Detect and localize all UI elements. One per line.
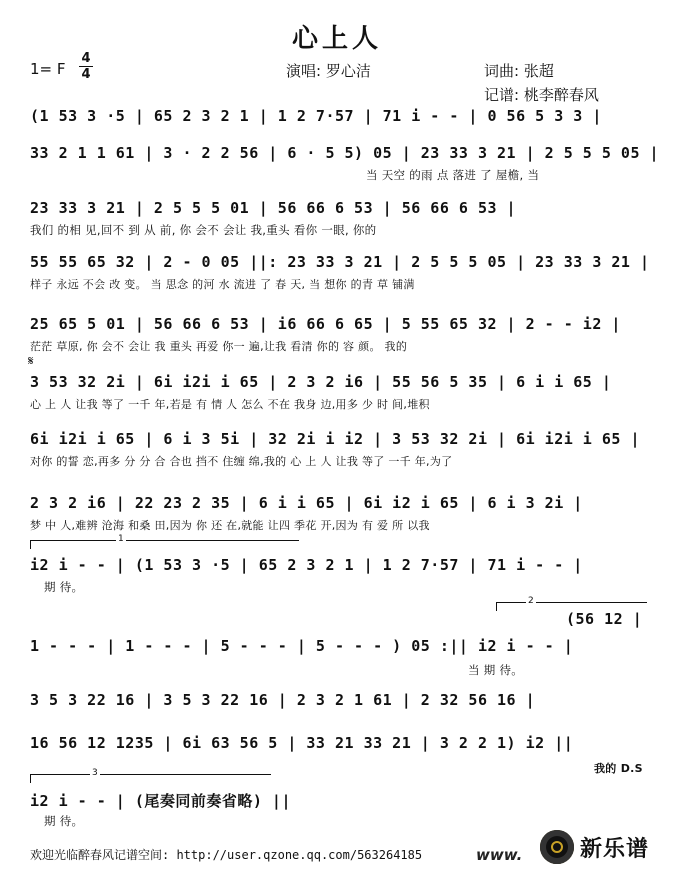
time-top: 4	[81, 51, 91, 66]
lyric-line-11: 当 期 待。	[468, 663, 524, 677]
score-line-7: 6i i2i i 65 | 6 i 3 5i | 32 2i i i2 | 3 53 32 2i | 6i i2i i 65 |	[30, 430, 640, 448]
lyric-line-5: 茫茫 草原, 你 会不 会让 我 重头 再爱 你一 遍,让我 看清 你的 容 颜。 我的	[30, 340, 408, 353]
record-disc-icon	[540, 830, 574, 864]
segno-sign: 𝄋	[28, 354, 34, 369]
score-line-3: 23 33 3 21 | 2 5 5 5 01 | 56 66 6 53 | 56 66 6 53 |	[30, 199, 517, 217]
logo-text: 新乐谱	[580, 837, 650, 862]
score-line-10: (56 12 |	[566, 610, 643, 628]
score-line-9: i2 i - - | (1 53 3 ·5 | 65 2 3 2 1 | 1 2 7·57 | 71 i - - |	[30, 556, 583, 574]
recorder-label: 记谱: 桃李醉春风	[484, 86, 599, 104]
time-signature	[76, 52, 96, 81]
lyric-line-3: 我们 的相 见,回不 到 从 前, 你 会不 会让 我,重头 看你 一眼, 你的	[30, 223, 377, 237]
footer-www: www.	[476, 846, 523, 864]
score-line-11: 1 - - - | 1 - - - | 5 - - - | 5 - - - ) 05 :|| i2 i - - |	[30, 637, 574, 655]
footer-text: 欢迎光临醉春风记谱空间: http://user.qzone.qq.com/563264185	[30, 848, 423, 862]
lyric-line-2: 当 天空 的雨 点 落进 了 屋檐, 当	[366, 168, 540, 182]
score-line-12: 3 5 3 22 16 | 3 5 3 22 16 | 2 3 2 1 61 | 2 32 56 16 |	[30, 691, 536, 709]
volta-bracket-1	[30, 540, 299, 549]
score-line-14: i2 i - - | (尾奏同前奏省略) ||	[30, 792, 291, 810]
page-title: 心上人	[291, 24, 382, 54]
volta-number-2: 2	[528, 596, 534, 606]
volta-number-1: 1	[118, 534, 124, 544]
score-line-1: (1 53 3 ·5 | 65 2 3 2 1 | 1 2 7·57 | 71 i - - | 0 56 5 3 3 |	[30, 107, 602, 125]
score-line-8: 2 3 2 i6 | 22 23 2 35 | 6 i i 65 | 6i i2 i 65 | 6 i 3 2i |	[30, 494, 583, 512]
lyric-line-7: 对你 的誓 恋,再多 分 分 合 合也 挡不 住缠 绵,我的 心 上 人 让我 等了 一千 年,为了	[30, 455, 453, 468]
score-line-5: 25 65 5 01 | 56 66 6 53 | i6 66 6 65 | 5 55 65 32 | 2 - - i2 |	[30, 315, 621, 333]
lyric-line-14: 期 待。	[44, 814, 84, 828]
composer-label: 词曲: 张超	[484, 62, 554, 80]
singer-label: 演唱: 罗心洁	[286, 62, 371, 80]
time-bottom: 4	[81, 67, 91, 82]
score-line-13: 16 56 12 1235 | 6i 63 56 5 | 33 21 33 21 | 3 2 2 1) i2 ||	[30, 734, 574, 752]
score-line-6: 3 53 32 2i | 6i i2i i 65 | 2 3 2 i6 | 55 56 5 35 | 6 i i 65 |	[30, 373, 612, 391]
lyric-line-6: 心 上 人 让我 等了 一千 年,若是 有 情 人 怎么 不在 我身 边,用多 少 时 间,堆积	[30, 398, 430, 411]
score-line-4: 55 55 65 32 | 2 - 0 05 ||: 23 33 3 21 | 2 5 5 5 05 | 23 33 3 21 |	[30, 253, 650, 271]
lyric-line-13: 我的 D.S	[594, 762, 643, 775]
lyric-line-9: 期 待。	[44, 580, 84, 594]
key-signature: 1= F	[30, 60, 66, 78]
site-logo	[540, 826, 668, 866]
volta-bracket-3	[30, 774, 271, 783]
volta-number-3: 3	[92, 768, 98, 778]
score-line-2: 33 2 1 1 61 | 3 · 2 2 56 | 6 · 5 5) 05 | 23 33 3 21 | 2 5 5 5 05 |	[30, 144, 660, 162]
lyric-line-8: 梦 中 人,难辨 沧海 和桑 田,因为 你 还 在,就能 让四 季花 开,因为 有 爱 所 以我	[30, 519, 430, 532]
lyric-line-4: 样子 永远 不会 改 变。 当 思念 的河 水 流进 了 春 天, 当 想你 的青 草 铺满	[30, 278, 415, 291]
